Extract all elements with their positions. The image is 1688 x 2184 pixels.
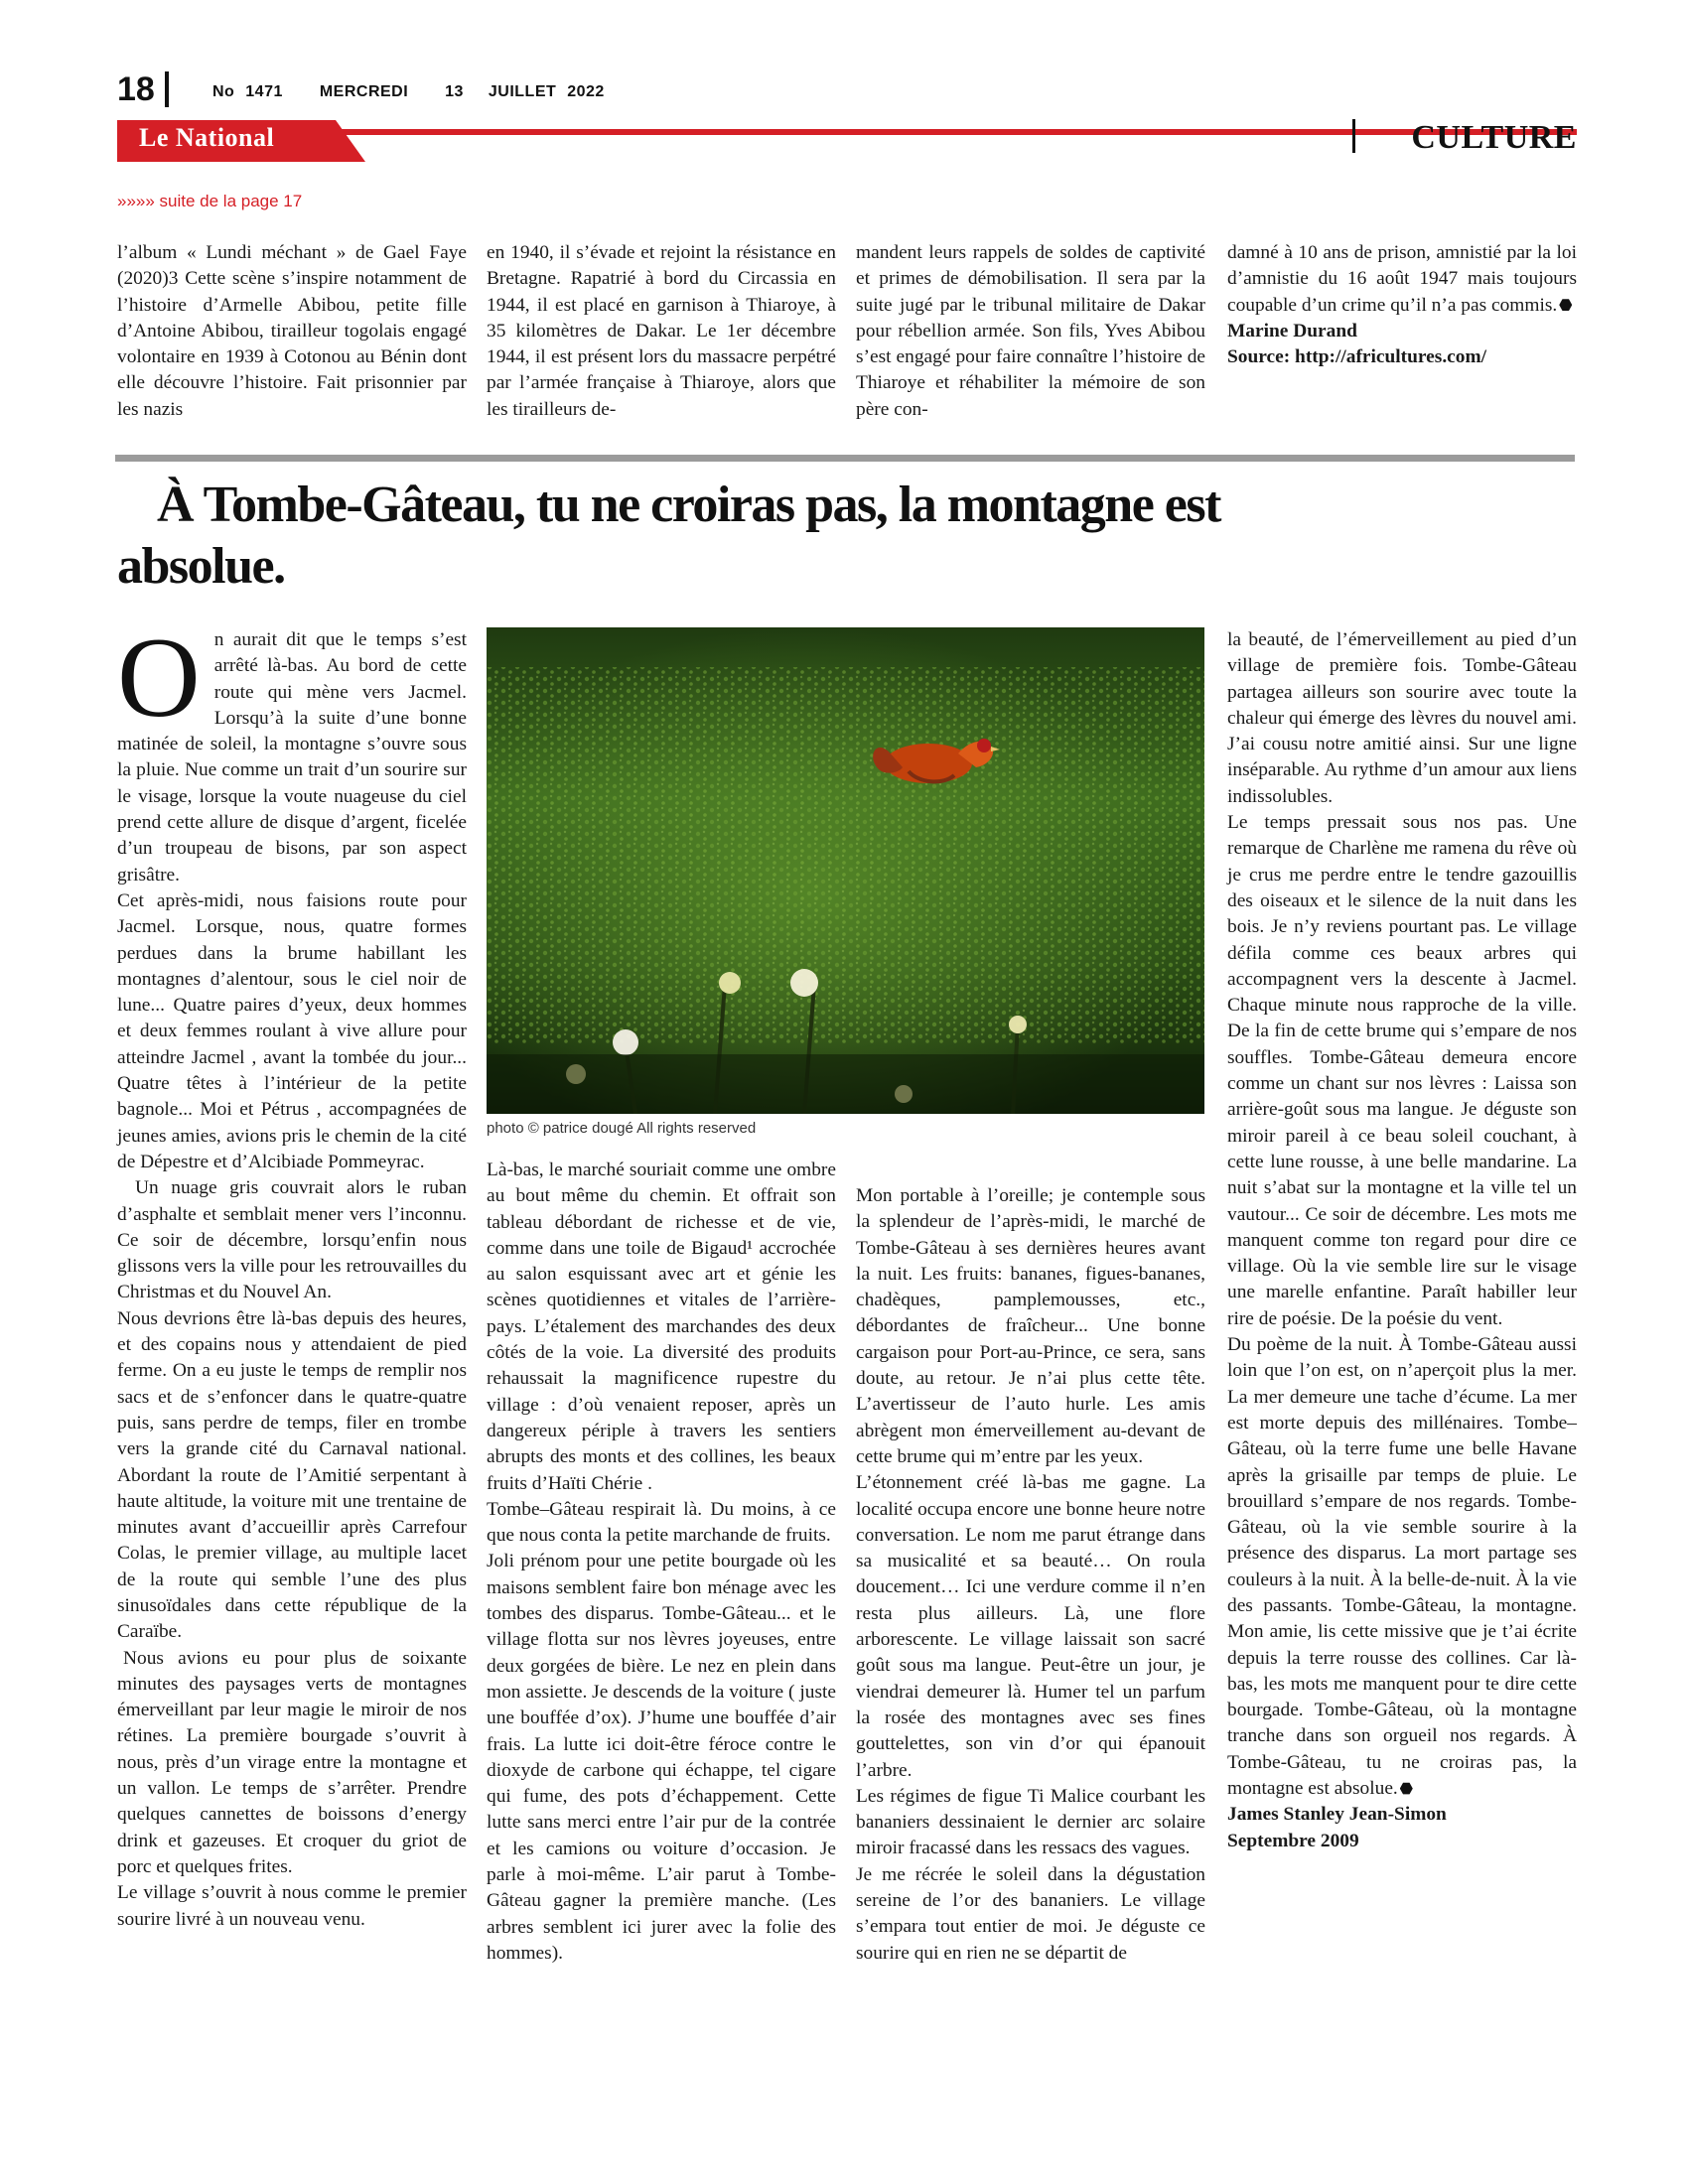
paragraph: Tombe–Gâteau respirait là. Du moins, à ce que nous conta la petite marchande de fruits. [487,1498,836,1547]
paragraph: en 1940, il s’évade et rejoint la résistance en Bretagne. Rapatrié à bord du Circassia en 1944, il est placé en garnison à Thiaroye, à 35 kilomètres de Dakar. Le 1er décembre 1944, il est présent lors du massacre perpétré par l’armée française à Thiaroye, alors que les tirailleurs de- [487,242,836,420]
issue-weekday: MERCREDI [319,83,409,100]
issue-day: 13 [445,83,464,100]
rooster-in-grass-image [487,627,1204,1114]
top-article-author: Marine Durand [1227,320,1357,341]
end-of-article-icon [1559,299,1572,312]
drop-cap: O [117,614,201,742]
article-headline: À Tombe-Gâteau, tu ne croiras pas, la montagne est absolue. [117,477,1220,595]
paragraph: Les régimes de figue Ti Malice courbant les bananiers dessinaient le dernier arc solaire miroir fracassé dans les ressacs des vagues. [856,1785,1205,1859]
paragraph: Du poème de la nuit. À Tombe-Gâteau aussi loin que l’on est, on n’aperçoit plus la mer. La mer demeure une tache d’écume. La mer est morte depuis des millénaires. Tombe–Gâteau, où la terre fume une belle Havane après la grisaille par temps de pluie. Le brouillard s’empare de nos regards. Tombe-Gâteau, où la vie semble sourire à la présence des disparus. La mort partage ses couleurs à la nuit. À la belle-de-nuit. À la vie des passants. Tombe-Gâteau, la montagne. Mon amie, lis cette missive que je t’ai écrite depuis la terre rousse des collines. Car là-bas, les mots me manquent pour te dire cette bourgade. Tombe-Gâteau, où la montagne tranche dans son orgueil nos regards. À Tombe-Gâteau, tu ne croiras pas, la montagne est absolue. [1227,1334,1577,1800]
article-photo [487,627,1204,1114]
top-article-column-3 [856,240,1205,423]
paragraph: la beauté, de l’émerveillement au pied d’un village de première fois. Tombe-Gâteau partagea ailleurs son sourire avec toute la chaleur qui émerge des lèvres du nouvel ami. J’ai cousu notre amitié ainsi. Sur une ligne inséparable. Au rythme d’un amour aux liens indissolubles. [1227,629,1577,807]
issue-month-year: JUILLET 2022 [488,83,605,100]
paragraph: Joli prénom pour une petite bourgade où les maisons semblent faire bon ménage avec les tombes des disparus. Tombe-Gâteau... et le village flotta sur nos lèvres joyeuses, entre deux gorgées de bière. Le nez en plein dans mon assiette. Je descends de la voiture ( juste une bouffée d’ox). J’hume une bouffée d’air frais. La lutte ici doit-être féroce contre le dioxyde de carbone qui échappe, tel cigare qui fume, des pots d’échappement. Cette lutte sans merci entre l’air pur de la contrée et les camions ou voiture d’occasion. Je parle à moi-même. L’air parut à Tombe-Gâteau gagner la première manche. (Les arbres semblent ici jurer avec la folie des hommes). [487,1551,836,1964]
article-column-2 [487,1158,836,1967]
paragraph: Un nuage gris couvrait alors le ruban d’asphalte et semblait mener vers l’inconnu. Ce soir de décembre, lorsqu’enfin nous glissons vers la ville pour les retrouvailles du Christmas et du Nouvel An. [117,1177,467,1303]
end-of-article-icon [1400,1782,1413,1795]
paragraph: Le temps pressait sous nos pas. Une remarque de Charlène me ramena du rêve où je crus me perdre entre le tendre gazouillis des oiseaux et le silence de la nuit dans les bois. Je n’y reviens pourtant pas. Le village défila comme ces beaux arbres qui accompagnent vers la descente à Jacmel. Chaque minute nous rapproche de la ville. De la fin de cette brume qui s’empare de nos souffles. Tombe-Gâteau demeura encore comme un chant sur nos lèvres : Laissa son arrière-goût sous ma langue. Je déguste son miroir pareil à ce beau soleil couchant, à cette lune rousse, à une belle mandarine. La nuit s’abat sur la montagne et la ville tel un vautour... Ce soir de décembre. Les mots me manquent comme ton regard pour dire ce village. Où la vie semble lire sur le visage une marelle enfantine. Paraît habiller leur rire de poésie. De la poésie du vent. [1227,812,1577,1329]
paragraph: On aurait dit que le temps s’est arrêté là-bas. Au bord de cette route qui mène vers Jacmel. Lorsqu’à la suite d’une bonne matinée de soleil, la montagne s’ouvre sous la pluie. Nue comme un trait d’un sourire sur le visage, lorsque la voute nuageuse du ciel prend cette allure de disque d’argent, ficelée d’un troupeau de bisons, par son aspect grisâtre. [117,614,467,886]
top-article-source: Source: http://africultures.com/ [1227,346,1487,368]
paragraph: L’étonnement créé là-bas me gagne. La localité occupa encore une bonne heure notre conversation. Le nom me parut étrange dans sa musicalité et sa beauté… On roula doucement… Ici une verdure comme il n’en resta plus ailleurs. Là, une flore arborescente. Le village laissait son sacré goût sous ma langue. Peut-être un jour, je viendrai demeurer là. Humer tel un parfum la rosée des montagnes avec ses fines gouttelettes, son vin d’or qui épanouit l’arbre. [856,1472,1205,1781]
article-column-4 [1227,627,1577,1854]
photo-credit: photo © patrice dougé All rights reserved [487,1120,757,1137]
paragraph: Nous devrions être là-bas depuis des heures, et des copains nous y attendaient de pied ferme. On a eu juste le temps de remplir nos sacs et de s’enfoncer dans le quatre-quatre puis, sans perdre de temps, filer en trombe vers la grande cité du Carnaval national. Abordant la route de l’Amitié serpentant à haute altitude, la voiture mit une trentaine de minutes avant d’accueillir après Carrefour Colas, le premier village, au multiple lacet de la route qui semble l’une des plus sinusoïdales dans cette république de la Caraïbe. [117,1307,467,1643]
top-article-column-4 [1227,240,1577,370]
paragraph: Mon portable à l’oreille; je contemple sous la splendeur de l’après-midi, le marché de Tombe-Gâteau à ses dernières heures avant la nuit. Les fruits: bananes, figues-bananes, chadèques, pamplemousses, etc., débordantes de fraîcheur... Une bonne cargaison pour Port-au-Prince, ce sera, sans doute, au retour. Je n’ai plus cette tête. L’avertisseur de l’auto hurle. Les amis abrègent mon émerveillement au-devant de cette brume qui m’entre par les yeux. [856,1185,1205,1467]
article-author: James Stanley Jean-Simon [1227,1804,1447,1826]
paragraph: Le village s’ouvrit à nous comme le premier sourire livré à un nouveau venu. [117,1882,467,1930]
section-separator [115,455,1575,462]
continued-from-link[interactable]: »»»» suite de la page 17 [117,192,303,210]
page-number-divider [165,71,169,107]
article-column-3 [856,1183,1205,1967]
paragraph: Je me récrée le soleil dans la dégustation sereine de l’or des bananiers. Le village s’empara tout entier de moi. Je déguste ce sourire qui en rien ne se départit de [856,1863,1205,1964]
paragraph: damné à 10 ans de prison, amnistié par la loi d’amnistie du 16 août 1947 mais toujours coupable d’un crime qu’il n’a pas commis. [1227,242,1577,316]
paragraph: mandent leurs rappels de soldes de captivité et primes de démobilisation. Il sera par la suite jugé par le tribunal militaire de Dakar pour rébellion armée. Son fils, Yves Abibou s’est engagé pour faire connaître l’histoire de Thiaroye et réhabiliter la mémoire de son père con- [856,242,1205,420]
page-number: 18 [117,70,155,108]
top-article-column-1 [117,240,467,423]
issue-info [212,83,631,101]
page-header [117,69,1577,169]
section-title: CULTURE [1411,119,1577,156]
section-divider [1352,119,1355,153]
article-date: Septembre 2009 [1227,1830,1359,1851]
paragraph: l’album « Lundi méchant » de Gael Faye (2020)3 Cette scène s’inspire notamment de l’histoire d’Armelle Abibou, petite fille d’Antoine Abibou, tirailleur togolais engagé volontaire en 1939 à Cotonou au Bénin dont elle découvre l’histoire. Fait prisonnier par les nazis [117,242,467,420]
paragraph: Là-bas, le marché souriait comme une ombre au bout même du chemin. Et offrait son tableau débordant de richesse et de vie, comme dans une toile de Bigaud¹ accrochée au salon esquissant avec art et génie les scènes quotidiennes et vitales de l’arrière-pays. L’étalement des marchandes des deux côtés de la voie. La diversité des produits rehaussait la magnificence rupestre du village : d’où venaient reposer, après un dangereux périple à travers les sentiers abrupts des monts et des collines, les beaux fruits d’Haïti Chérie . [487,1160,836,1494]
article-column-1 [117,614,467,1933]
paragraph: Cet après-midi, nous faisions route pour Jacmel. Lorsque, nous, quatre formes perdues dans la brume habillant les montagnes d’alentour, sous le ciel noir de lune... Quatre paires d’yeux, deux hommes et deux femmes roulant à vive allure pour atteindre Jacmel , avant la tombée du jour... Quatre têtes à l’intérieur de la petite bagnole... Moi et Pétrus , accompagnées de jeunes amies, avions pris le chemin de la cité de Dépestre et d’Alcibiade Pommeyrac. [117,889,467,1172]
newspaper-logo: Le National [139,123,275,152]
paragraph: Nous avions eu pour plus de soixante minutes des paysages verts de montagnes émerveillant par leur magie le miroir de nos rétines. La première bourgade s’ouvrit à nous, près d’un virage entre la montagne et un vallon. Le temps de s’arrêter. Prendre quelques cannettes de boissons d’energy drink et gazeuses. Et croquer du griot de porc et quelques frites. [117,1647,467,1877]
issue-number: No 1471 [212,83,283,100]
top-article-column-2 [487,240,836,423]
